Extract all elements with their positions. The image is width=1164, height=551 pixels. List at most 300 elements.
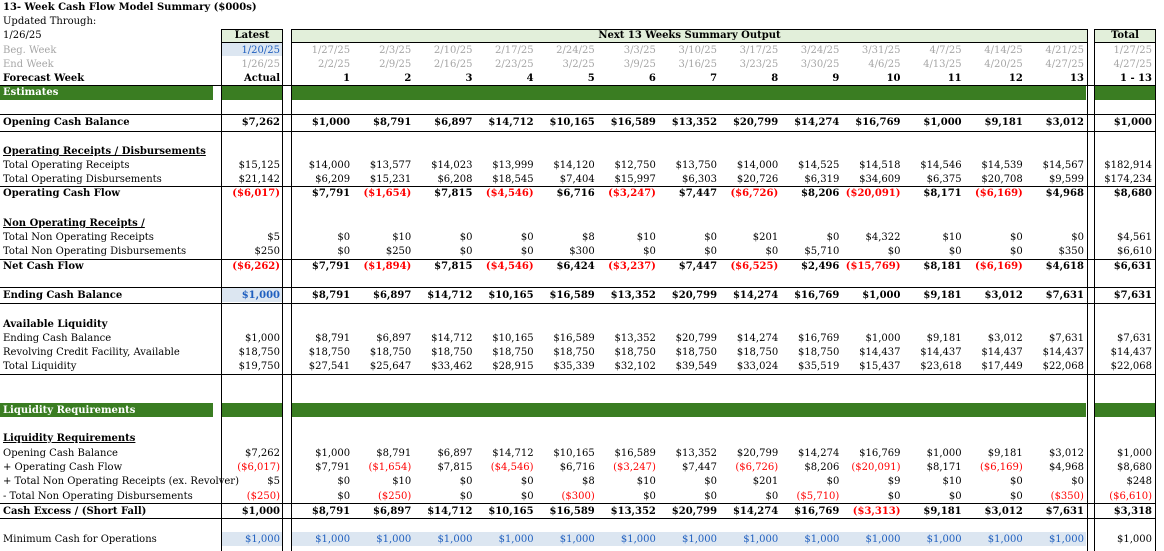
week-value: $35,339 bbox=[553, 361, 595, 372]
week-value: $0 bbox=[826, 476, 840, 487]
header-rule bbox=[0, 85, 1156, 86]
week-value: $1,000 bbox=[862, 290, 901, 301]
week-value: $14,525 bbox=[797, 160, 840, 171]
row-label: Net Cash Flow bbox=[3, 261, 84, 272]
week-value: $0 bbox=[520, 232, 534, 243]
row-label: + Operating Cash Flow bbox=[3, 462, 123, 473]
week-value: $16,589 bbox=[610, 117, 656, 128]
row-label: + Total Non Operating Receipts (ex. Revolver) bbox=[3, 476, 239, 487]
week-value: ($3,313) bbox=[852, 506, 901, 517]
week-value: $18,750 bbox=[431, 347, 473, 358]
opening-bottom-rule bbox=[0, 131, 1156, 132]
week-value: $14,539 bbox=[981, 160, 1023, 171]
week-value: $13,999 bbox=[492, 160, 534, 171]
week-value: $1,000 bbox=[315, 534, 351, 545]
liquidity-bar-weeks bbox=[292, 403, 1086, 417]
row-label: Opening Cash Balance bbox=[3, 117, 130, 128]
week-value: $7,631 bbox=[1045, 290, 1084, 301]
week-value: $1,000 bbox=[315, 448, 351, 459]
latest-actual: Actual bbox=[243, 73, 280, 84]
week-value: $14,000 bbox=[736, 160, 779, 171]
week-value: $1,000 bbox=[559, 534, 595, 545]
latest-header: Latest bbox=[234, 30, 270, 41]
week-value: $10,165 bbox=[549, 117, 595, 128]
week-end-date: 4/6/25 bbox=[868, 59, 901, 70]
week-value: $13,352 bbox=[610, 290, 656, 301]
total-value: $7,631 bbox=[1117, 333, 1152, 344]
week-value: $9,599 bbox=[1048, 174, 1084, 185]
week-value: $0 bbox=[948, 246, 962, 257]
week-value: $7,791 bbox=[311, 188, 351, 199]
week-value: $0 bbox=[643, 246, 656, 257]
total-value: ($6,610) bbox=[1109, 491, 1152, 502]
week-value: $7,404 bbox=[559, 174, 595, 185]
week-value: $0 bbox=[459, 476, 473, 487]
week-value: $9,181 bbox=[923, 506, 962, 517]
week-value: $16,769 bbox=[794, 290, 840, 301]
week-value: $8,181 bbox=[923, 261, 962, 272]
week-value: $16,769 bbox=[797, 333, 840, 344]
total-value: $3,318 bbox=[1113, 506, 1152, 517]
week-value: $3,012 bbox=[987, 333, 1023, 344]
total-value: $6,610 bbox=[1117, 246, 1152, 257]
week-value: $12,750 bbox=[614, 160, 656, 171]
week-value: $18,750 bbox=[614, 347, 656, 358]
week-end-date: 3/9/25 bbox=[623, 59, 656, 70]
week-value: $14,274 bbox=[732, 506, 779, 517]
week-value: $14,712 bbox=[427, 506, 473, 517]
week-value: $0 bbox=[887, 491, 901, 502]
week-end-date: 2/23/25 bbox=[495, 59, 534, 70]
week-value: $1,000 bbox=[926, 534, 962, 545]
week-value: $300 bbox=[569, 246, 595, 257]
total-range: 1 - 13 bbox=[1120, 73, 1152, 84]
week-value: $0 bbox=[520, 476, 534, 487]
week-value: $1,000 bbox=[437, 534, 473, 545]
week-value: ($5,710) bbox=[796, 491, 840, 502]
week-end-date: 2/16/25 bbox=[433, 59, 473, 70]
week-value: $1,000 bbox=[682, 534, 718, 545]
week-end-date: 3/2/25 bbox=[562, 59, 595, 70]
latest-beg-week[interactable]: 1/20/25 bbox=[241, 45, 280, 56]
week-beg-date: 1/27/25 bbox=[311, 45, 351, 56]
week-value: $8,791 bbox=[311, 506, 351, 517]
week-value: $13,352 bbox=[614, 333, 656, 344]
week-value: $8 bbox=[582, 476, 595, 487]
week-beg-date: 4/14/25 bbox=[984, 45, 1023, 56]
week-value: ($6,726) bbox=[735, 462, 779, 473]
total-value: $174,234 bbox=[1104, 174, 1152, 185]
week-value: $14,437 bbox=[981, 347, 1023, 358]
total-value: $1,000 bbox=[1113, 117, 1152, 128]
week-number: 1 bbox=[343, 73, 351, 84]
week-value: $3,012 bbox=[984, 506, 1023, 517]
total-value: $7,631 bbox=[1113, 290, 1152, 301]
week-value: $18,750 bbox=[797, 347, 840, 358]
latest-value: $5 bbox=[267, 232, 280, 243]
week-value: $6,375 bbox=[926, 174, 962, 185]
week-beg-date: 4/21/25 bbox=[1045, 45, 1084, 56]
week-value: $0 bbox=[887, 246, 901, 257]
week-value: $14,437 bbox=[920, 347, 962, 358]
week-value: $9 bbox=[887, 476, 901, 487]
week-value: $9,181 bbox=[926, 333, 962, 344]
latest-value: $19,750 bbox=[238, 361, 280, 372]
end-week-label: End Week bbox=[3, 59, 54, 70]
week-value: ($3,247) bbox=[613, 462, 656, 473]
cash-excess-rule bbox=[0, 503, 1156, 504]
week-number: 13 bbox=[1070, 73, 1084, 84]
week-beg-date: 3/17/25 bbox=[739, 45, 779, 56]
total-value: $182,914 bbox=[1104, 160, 1152, 171]
week-value: $3,012 bbox=[1048, 448, 1084, 459]
row-label: Total Non Operating Disbursements bbox=[3, 246, 187, 257]
week-value: $14,546 bbox=[920, 160, 962, 171]
week-value: $10 bbox=[392, 476, 412, 487]
week-value: $4,618 bbox=[1045, 261, 1084, 272]
row-label: Cash Excess / (Short Fall) bbox=[3, 506, 147, 517]
week-value: $18,750 bbox=[369, 347, 412, 358]
week-value: $0 bbox=[520, 491, 534, 502]
week-value: $10 bbox=[636, 232, 656, 243]
week-value: $8,791 bbox=[376, 448, 412, 459]
week-number: 9 bbox=[832, 73, 840, 84]
week-value: $6,716 bbox=[556, 188, 595, 199]
week-value: $28,915 bbox=[492, 361, 534, 372]
week-value: $10,165 bbox=[492, 333, 534, 344]
week-beg-date: 2/3/25 bbox=[379, 45, 412, 56]
week-value: $1,000 bbox=[865, 534, 901, 545]
row-label: Ending Cash Balance bbox=[3, 290, 123, 301]
week-value: $1,000 bbox=[804, 534, 840, 545]
week-value: ($1,654) bbox=[368, 462, 412, 473]
ecb-bottom-rule bbox=[0, 303, 1156, 304]
week-value: $6,209 bbox=[315, 174, 351, 185]
week-value: $14,712 bbox=[431, 333, 473, 344]
latest-value: $21,142 bbox=[238, 174, 280, 185]
week-value: $16,769 bbox=[859, 448, 901, 459]
latest-value: $1,000 bbox=[245, 333, 280, 344]
week-value: $7,791 bbox=[311, 261, 351, 272]
week-value: $14,000 bbox=[308, 160, 351, 171]
week-value: $20,799 bbox=[671, 506, 718, 517]
week-value: $0 bbox=[1010, 476, 1023, 487]
week-value: $6,897 bbox=[376, 333, 412, 344]
week-value: $1,000 bbox=[987, 534, 1023, 545]
estimates-bar-latest bbox=[222, 86, 282, 100]
week-value: $15,997 bbox=[614, 174, 656, 185]
week-value: $18,750 bbox=[492, 347, 534, 358]
week-value: ($6,169) bbox=[975, 188, 1023, 199]
week-value: $14,274 bbox=[732, 290, 779, 301]
week-value: $22,068 bbox=[1042, 361, 1084, 372]
week-value: $6,319 bbox=[804, 174, 840, 185]
week-value: $0 bbox=[459, 246, 473, 257]
total-value: $8,680 bbox=[1117, 462, 1152, 473]
week-end-date: 4/20/25 bbox=[984, 59, 1023, 70]
week-value: $4,968 bbox=[1045, 188, 1084, 199]
week-value: $6,897 bbox=[373, 506, 412, 517]
week-value: $33,024 bbox=[736, 361, 779, 372]
latest-value: ($6,262) bbox=[232, 261, 280, 272]
week-value: $18,750 bbox=[308, 347, 351, 358]
week-value: $8,171 bbox=[923, 188, 962, 199]
week-value: ($3,247) bbox=[608, 188, 656, 199]
row-label: Non Operating Receipts / bbox=[3, 218, 145, 229]
week-value: $16,589 bbox=[614, 448, 656, 459]
week-value: $20,726 bbox=[736, 174, 779, 185]
week-value: $0 bbox=[1010, 246, 1023, 257]
week-value: $6,716 bbox=[559, 462, 595, 473]
cash-excess-bottom-rule bbox=[0, 518, 1156, 519]
latest-value: $7,262 bbox=[241, 117, 280, 128]
week-value: ($6,169) bbox=[975, 261, 1023, 272]
week-value: ($300) bbox=[561, 491, 595, 502]
week-number: 2 bbox=[404, 73, 412, 84]
week-number: 4 bbox=[526, 73, 534, 84]
week-value: ($6,726) bbox=[730, 188, 779, 199]
week-value: ($3,237) bbox=[608, 261, 656, 272]
week-value: $6,897 bbox=[373, 290, 412, 301]
week-value: $6,303 bbox=[682, 174, 718, 185]
week-value: $34,609 bbox=[859, 174, 901, 185]
week-value: $0 bbox=[337, 232, 351, 243]
week-value: $13,352 bbox=[610, 506, 656, 517]
latest-value: ($6,017) bbox=[237, 462, 280, 473]
week-value: $0 bbox=[826, 232, 840, 243]
week-value: ($350) bbox=[1050, 491, 1084, 502]
week-end-date: 3/30/25 bbox=[800, 59, 840, 70]
week-value: $0 bbox=[765, 491, 779, 502]
week-value: $20,708 bbox=[981, 174, 1023, 185]
latest-value: ($6,017) bbox=[232, 188, 280, 199]
estimates-section-label: Estimates bbox=[3, 87, 59, 98]
week-number: 7 bbox=[710, 73, 718, 84]
week-value: $10,165 bbox=[488, 506, 534, 517]
week-value: $35,519 bbox=[797, 361, 840, 372]
week-value: $14,567 bbox=[1042, 160, 1084, 171]
week-value: $10 bbox=[942, 476, 962, 487]
total-value: $8,680 bbox=[1113, 188, 1152, 199]
week-value: $0 bbox=[337, 491, 351, 502]
week-value: $0 bbox=[704, 232, 718, 243]
week-number: 6 bbox=[648, 73, 656, 84]
week-value: $9,181 bbox=[984, 117, 1023, 128]
latest-value: $5 bbox=[267, 476, 280, 487]
week-value: ($20,091) bbox=[851, 462, 901, 473]
week-value: $350 bbox=[1058, 246, 1084, 257]
total-value: $248 bbox=[1126, 476, 1152, 487]
week-value: $1,000 bbox=[311, 117, 351, 128]
week-value: $6,897 bbox=[434, 117, 473, 128]
week-value: $10 bbox=[392, 232, 412, 243]
opening-top-rule bbox=[0, 114, 1156, 115]
week-end-date: 2/2/25 bbox=[317, 59, 351, 70]
week-beg-date: 2/10/25 bbox=[433, 45, 473, 56]
week-value: $3,012 bbox=[1045, 117, 1084, 128]
week-value: $17,449 bbox=[981, 361, 1023, 372]
week-value: $7,447 bbox=[682, 462, 718, 473]
forecast-week-label: Forecast Week bbox=[3, 73, 85, 84]
week-value: $14,712 bbox=[492, 448, 534, 459]
next13-header: Next 13 Weeks Summary Output bbox=[598, 30, 781, 41]
week-value: $1,000 bbox=[1048, 534, 1084, 545]
row-label: Total Non Operating Receipts bbox=[3, 232, 154, 243]
week-value: $14,437 bbox=[859, 347, 901, 358]
week-number: 8 bbox=[771, 73, 779, 84]
week-value: $13,577 bbox=[369, 160, 412, 171]
week-value: $13,352 bbox=[675, 448, 718, 459]
week-value: $8,791 bbox=[373, 117, 412, 128]
week-value: $10,165 bbox=[488, 290, 534, 301]
week-value: $7,791 bbox=[315, 462, 351, 473]
week-value: $1,000 bbox=[926, 448, 962, 459]
week-value: $0 bbox=[520, 246, 534, 257]
week-value: $0 bbox=[337, 246, 351, 257]
ecb-top-rule bbox=[0, 287, 1156, 288]
row-label: Opening Cash Balance bbox=[3, 448, 118, 459]
week-beg-date: 3/10/25 bbox=[678, 45, 718, 56]
week-value: $7,447 bbox=[678, 261, 718, 272]
week-value: $14,518 bbox=[859, 160, 901, 171]
row-label: Operating Receipts / Disbursements bbox=[3, 146, 206, 157]
week-number: 5 bbox=[587, 73, 595, 84]
week-value: $7,815 bbox=[437, 462, 473, 473]
week-value: $13,750 bbox=[675, 160, 718, 171]
week-value: $6,208 bbox=[437, 174, 473, 185]
total-end-week: 4/27/25 bbox=[1113, 59, 1152, 70]
week-value: $14,712 bbox=[488, 117, 534, 128]
updated-date: 1/26/25 bbox=[3, 30, 42, 41]
week-value: $16,589 bbox=[549, 290, 595, 301]
week-value: ($1,654) bbox=[363, 188, 412, 199]
liquidity-bar-total bbox=[1095, 403, 1155, 417]
latest-value: $1,000 bbox=[245, 534, 280, 545]
week-value: $7,815 bbox=[434, 188, 473, 199]
week-value: $18,750 bbox=[736, 347, 779, 358]
total-right-border bbox=[1155, 29, 1156, 551]
week-value: ($4,546) bbox=[490, 462, 534, 473]
week-value: $39,549 bbox=[675, 361, 718, 372]
total-value: $1,000 bbox=[1117, 534, 1152, 545]
week-value: $1,000 bbox=[923, 117, 962, 128]
week-value: $0 bbox=[704, 246, 718, 257]
week-value: $4,322 bbox=[865, 232, 901, 243]
total-value: $14,437 bbox=[1110, 347, 1152, 358]
latest-value: $18,750 bbox=[238, 347, 280, 358]
total-value: $1,000 bbox=[1117, 448, 1152, 459]
week-value: $6,897 bbox=[437, 448, 473, 459]
week-value: $33,462 bbox=[431, 361, 473, 372]
week-number: 10 bbox=[886, 73, 901, 84]
week-value: $0 bbox=[643, 491, 656, 502]
week-value: $10,165 bbox=[553, 448, 595, 459]
week-value: $0 bbox=[704, 491, 718, 502]
week-value: $8,791 bbox=[311, 290, 351, 301]
week-number: 11 bbox=[947, 73, 962, 84]
row-label: Total Operating Disbursements bbox=[3, 174, 162, 185]
week-value: $7,447 bbox=[678, 188, 718, 199]
week-value: $0 bbox=[1010, 232, 1023, 243]
week-value: $7,815 bbox=[434, 261, 473, 272]
week-value: $0 bbox=[765, 246, 779, 257]
week-value: $1,000 bbox=[376, 534, 412, 545]
week-value: $0 bbox=[459, 491, 473, 502]
liquidity-bottom-rule bbox=[0, 374, 1156, 375]
row-label: Operating Cash Flow bbox=[3, 188, 120, 199]
latest-value: ($250) bbox=[246, 491, 280, 502]
week-value: ($1,894) bbox=[363, 261, 412, 272]
row-label: Minimum Cash for Operations bbox=[3, 534, 157, 545]
liquidity-section-label: Liquidity Requirements bbox=[3, 405, 136, 416]
week-value: $1,000 bbox=[498, 534, 534, 545]
liquidity-bar-latest bbox=[222, 403, 282, 417]
week-value: $10 bbox=[636, 476, 656, 487]
row-label: Revolving Credit Facility, Available bbox=[3, 347, 180, 358]
week-number: 3 bbox=[465, 73, 473, 84]
latest-right-border bbox=[282, 29, 283, 551]
latest-value: $1,000 bbox=[241, 506, 280, 517]
week-value: $7,631 bbox=[1045, 506, 1084, 517]
week-value: ($4,546) bbox=[485, 188, 534, 199]
week-end-date: 3/16/25 bbox=[678, 59, 718, 70]
week-value: $0 bbox=[1071, 232, 1084, 243]
row-label: Available Liquidity bbox=[3, 319, 108, 330]
week-value: $1,000 bbox=[620, 534, 656, 545]
estimates-bar-total bbox=[1095, 86, 1155, 100]
week-value: $0 bbox=[1071, 476, 1084, 487]
week-value: $14,274 bbox=[736, 333, 779, 344]
week-value: ($6,169) bbox=[979, 462, 1023, 473]
total-value: $22,068 bbox=[1110, 361, 1152, 372]
week-value: $9,181 bbox=[923, 290, 962, 301]
week-beg-date: 3/3/25 bbox=[623, 45, 656, 56]
week-value: $20,799 bbox=[675, 333, 718, 344]
week-value: $16,589 bbox=[553, 333, 595, 344]
latest-end-week: 1/26/25 bbox=[241, 59, 280, 70]
latest-value: $7,262 bbox=[245, 448, 280, 459]
week-value: $6,424 bbox=[556, 261, 595, 272]
week-beg-date: 3/24/25 bbox=[800, 45, 840, 56]
week-value: $20,799 bbox=[736, 448, 779, 459]
week-end-date: 4/27/25 bbox=[1045, 59, 1084, 70]
week-value: $18,750 bbox=[553, 347, 595, 358]
week-value: $1,000 bbox=[743, 534, 779, 545]
week-value: $14,120 bbox=[553, 160, 595, 171]
week-value: $14,274 bbox=[797, 448, 840, 459]
week-number: 12 bbox=[1008, 73, 1023, 84]
week-value: $8,206 bbox=[804, 462, 840, 473]
week-value: $0 bbox=[1010, 491, 1023, 502]
week-value: $27,541 bbox=[308, 361, 351, 372]
week-value: ($6,525) bbox=[730, 261, 779, 272]
week-value: $32,102 bbox=[614, 361, 656, 372]
latest-value: $1,000 bbox=[241, 290, 280, 301]
week-value: $23,618 bbox=[920, 361, 962, 372]
total-header: Total bbox=[1111, 30, 1139, 41]
week-value: ($15,769) bbox=[845, 261, 901, 272]
beg-week-label: Beg. Week bbox=[3, 45, 57, 56]
week-value: $14,274 bbox=[794, 117, 840, 128]
week-value: $13,352 bbox=[671, 117, 718, 128]
week-value: $14,023 bbox=[431, 160, 473, 171]
week-value: $25,647 bbox=[369, 361, 412, 372]
week-value: $14,437 bbox=[1042, 347, 1084, 358]
week-value: $1,000 bbox=[865, 333, 901, 344]
week-value: $15,437 bbox=[859, 361, 901, 372]
total-beg-week: 1/27/25 bbox=[1113, 45, 1152, 56]
week-value: ($250) bbox=[378, 491, 412, 502]
